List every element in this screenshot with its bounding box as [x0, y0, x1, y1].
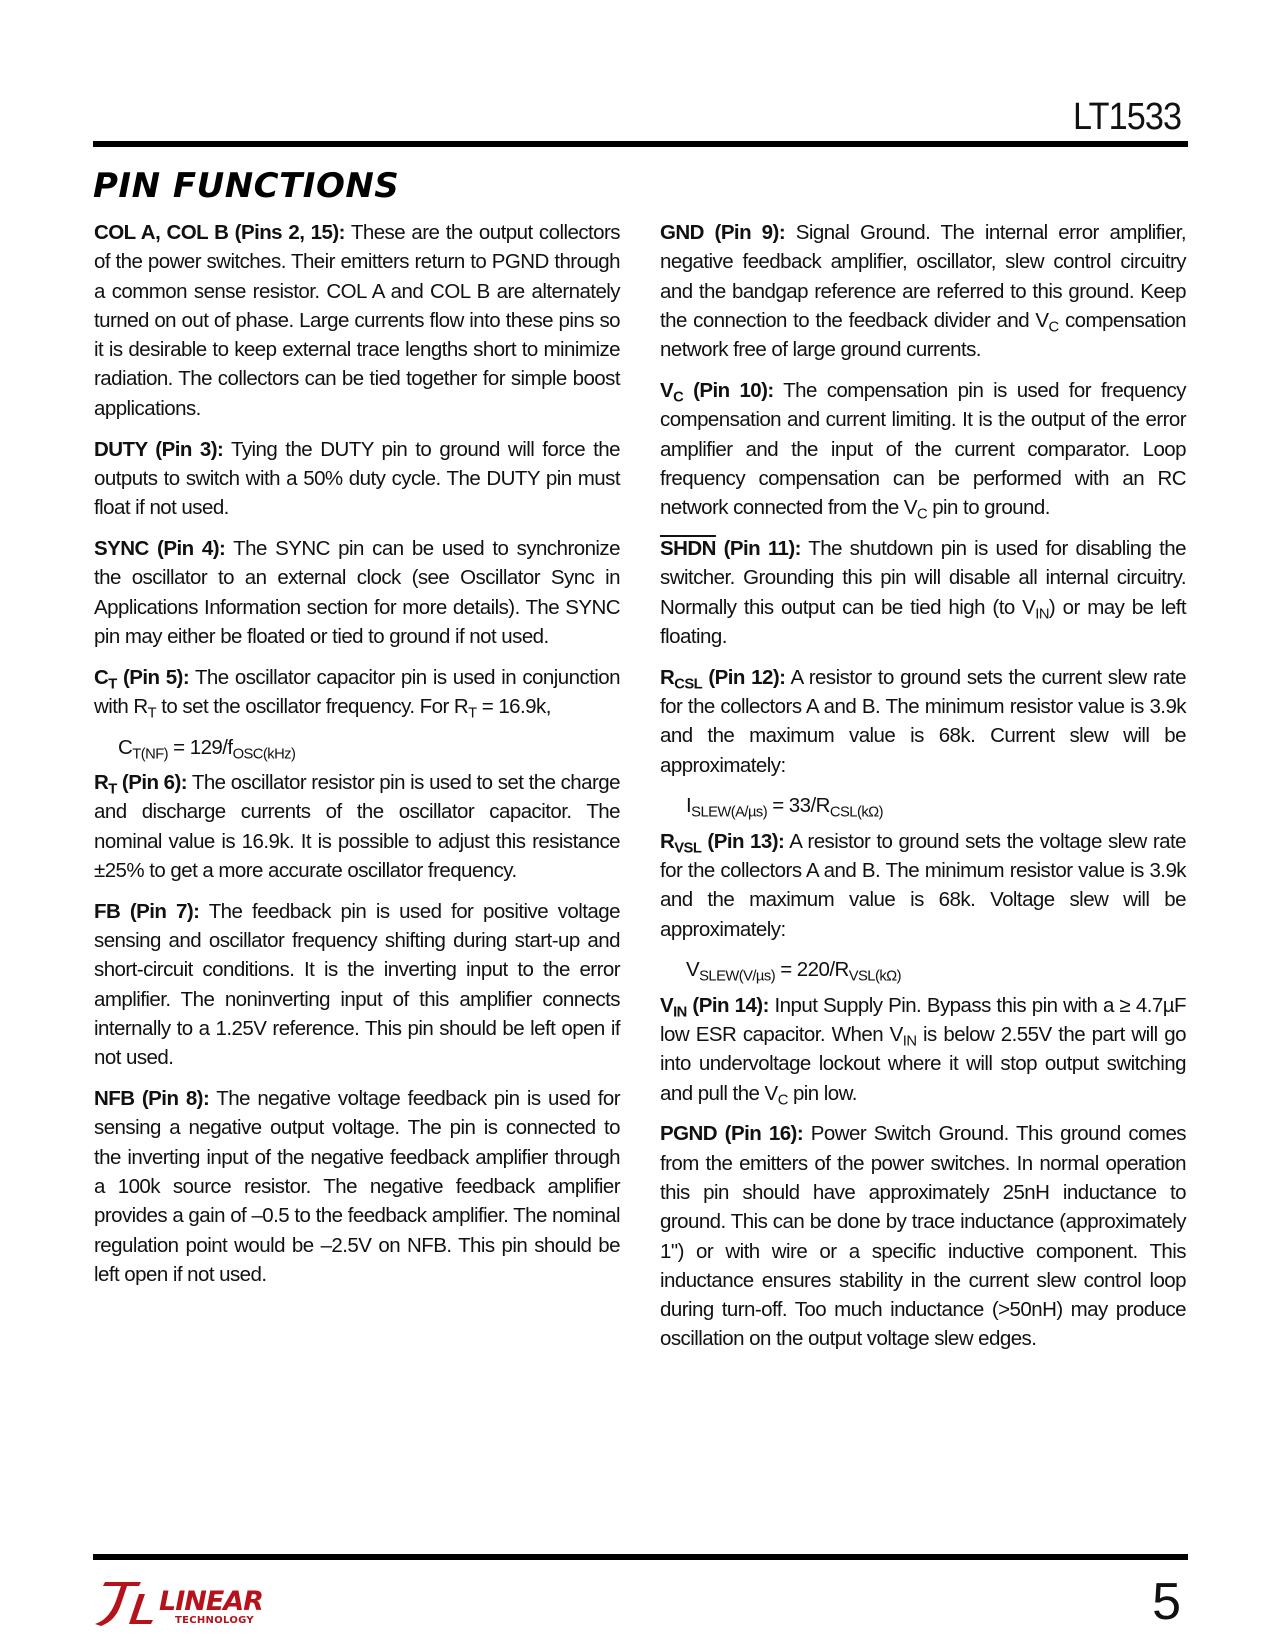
pin-label: $R_T$ (Pin 6):	[94, 771, 188, 798]
logo-text-technology: TECHNOLOGY	[175, 1615, 254, 1626]
pin-description: The feedback pin is used for positive voltage sensing and oscillator frequency shifting during start-up and short-circuit conditions. It is the inverting input to the error amplifier. The noninverting input of this amplifier connects internally to a 1.25V reference. This pin should be left open if not used.	[94, 899, 620, 1070]
part-number: LT1533	[1072, 96, 1181, 138]
pin-nfb	[94, 1084, 620, 1289]
pin-ct	[94, 663, 620, 722]
pin-description: The negative voltage feedback pin is used for sensing a negative output voltage. The pin is connected to the inverting input of the negative feedback amplifier through a 100k source resistor. The negative feedback amplifier provides a gain of –0.5 to the feedback amplifier. The nominal regulation point would be –2.5V on NFB. This pin should be left open if not used.	[94, 1087, 620, 1286]
rcsl-formula: $I_{SLEW(A/\mu s)} = 33/R_{CSL(k\Omega)}$	[686, 794, 883, 821]
pin-label: SYNC (Pin 4):	[94, 536, 226, 560]
ct-formula: $C_{T(NF)} = 129/f_{OSC(kHz)}$	[118, 735, 296, 763]
linear-technology-logo	[93, 1580, 283, 1626]
pin-description: Input Supply Pin. Bypass this pin with a ≥ 4.7µF low ESR capacitor. When $V_{IN}$ is below 2.55V the part will go into undervoltage lockout where it will stop output switching and pull the $V_C$ pin low.	[660, 993, 1186, 1108]
pin-label: COL A, COL B (Pins 2, 15):	[94, 221, 345, 244]
pin-rcsl	[660, 663, 1186, 780]
pin-description: The SYNC pin can be used to synchronize the oscillator to an external clock (see Oscillator Sync in Applications Information section for more details). The SYNC pin may either be floated or tied to ground if not used.	[94, 536, 620, 648]
rvsl-formula: $V_{SLEW(V/\mu s)} = 220/R_{VSL(k\Omega)}$	[686, 958, 901, 985]
left-column	[94, 218, 620, 1301]
pin-vc	[660, 376, 1186, 522]
pin-label: $V_{IN}$ (Pin 14):	[660, 993, 769, 1021]
pin-label: SHDN (Pin 11):	[660, 536, 801, 560]
pin-description: The oscillator capacitor pin is used in conjunction with $R_T$ to set the oscillator frequency. For $R_T = 16.9k$,	[94, 665, 620, 722]
header-rule	[93, 141, 1188, 147]
section-title: PIN FUNCTIONS	[93, 166, 400, 206]
pin-description: The compensation pin is used for frequency compensation and current limiting. It is the output of the error amplifier and the input of the current comparator. Loop frequency compensation can be performed with an RC network connected from the $V_C$ pin to ground.	[660, 378, 1186, 523]
logo-mark	[95, 1582, 153, 1626]
pin-pgnd	[660, 1119, 1186, 1353]
right-column	[660, 218, 1186, 1365]
pin-label: NFB (Pin 8):	[94, 1087, 210, 1111]
pin-shdn	[660, 534, 1186, 651]
footer-rule	[93, 1554, 1188, 1560]
pin-description: Tying the DUTY pin to ground will force the outputs to switch with a 50% duty cycle. The DUTY pin must float if not used.	[94, 437, 621, 520]
pin-label: PGND (Pin 16):	[660, 1122, 804, 1146]
pin-label: $R_{VSL}$ (Pin 13):	[660, 829, 785, 857]
pin-vin	[660, 991, 1186, 1108]
pin-duty	[94, 435, 620, 523]
logo-text-linear: LINEAR	[159, 1586, 263, 1617]
pin-gnd	[660, 218, 1186, 364]
pin-label: $C_T$ (Pin 5):	[94, 665, 190, 693]
pin-description: These are the output collectors of the power switches. Their emitters return to PGND through a common sense resistor. COL A and COL B are alternately turned on out of phase. Large currents flow into these pins so it is desirable to keep external trace lengths short to minimize radiation. The collectors can be tied together for simple boost applications.	[94, 221, 620, 420]
pin-description: Signal Ground. The internal error amplifier, negative feedback amplifier, oscillator, slew control circuitry and the bandgap reference are referred to this ground. Keep the connection to the feedback divider and $V_C$ compensation network free of large ground currents.	[660, 221, 1187, 362]
pin-rt	[94, 768, 620, 885]
pin-description: The shutdown pin is used for disabling the switcher. Grounding this pin will disable all internal circuitry. Normally this output can be tied high (to $V_{IN}$) or may be left floating.	[660, 536, 1186, 648]
pin-description: The oscillator resistor pin is used to set the charge and discharge currents of the oscillator capacitor. The nominal value is 16.9k. It is possible to adjust this resistance ±25% to get a more accurate oscillator frequency.	[94, 771, 620, 882]
pin-rvsl	[660, 827, 1186, 944]
pin-label: DUTY (Pin 3):	[94, 437, 224, 461]
pin-description: A resistor to ground sets the current slew rate for the collectors A and B. The minimum resistor value is 3.9k and the maximum value is 68k. Current slew will be approximately:	[660, 665, 1186, 777]
pin-sync	[94, 534, 620, 651]
pin-label: GND (Pin 9):	[660, 221, 786, 244]
pin-description: Power Switch Ground. This ground comes from the emitters of the power switches. In normal operation this pin should have approximately 25nH inductance to ground. This can be done by trace inductance (approximately 1") or with wire or a specific inductive component. This inductance ensures stability in the current slew control loop during turn-off. Too much inductance (>50nH) may produce oscillation on the output voltage slew edges.	[660, 1122, 1186, 1351]
pin-label: FB (Pin 7):	[94, 899, 200, 923]
pin-col-ab	[94, 218, 620, 423]
pin-fb	[94, 897, 620, 1073]
pin-label: $V_C$ (Pin 10):	[660, 378, 774, 406]
page-number: 5	[1152, 1573, 1181, 1631]
pin-description: A resistor to ground sets the voltage slew rate for the collectors A and B. The minimum resistor value is 3.9k and the maximum value is 68k. Voltage slew will be approximately:	[660, 829, 1186, 941]
pin-label: $R_{CSL}$ (Pin 12):	[660, 665, 786, 693]
